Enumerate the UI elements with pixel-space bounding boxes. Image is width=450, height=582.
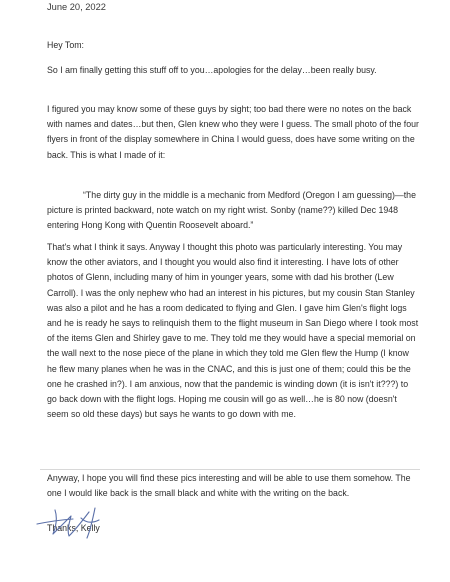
paragraph-1: So I am finally getting this stuff off to you…apologies for the delay…been really busy.: [47, 65, 377, 75]
section-divider: [40, 469, 420, 470]
handwritten-signature: [33, 502, 123, 542]
paragraph-3: That's what I think it says. Anyway I thought this photo was particularly interesting. You may know the other aviators, and I thought you would also find it interesting. I have lots of other photos of Glenn, including many of him in younger years, some with dad his brother (Lew Carroll). I was the only nephew who had an interest in his pictures, but my cousin Stan Stanley was also a pilot and he has a room dedicated to flying and Glen. I gave him Glen's flight logs and he is ready he says to relinquish them to the flight museum in San Diego where I took most of the items Glen and Shirley gave to me. They told me they would have a special memorial on the wall next to the nose piece of the plane in which they told me Glen flew the Hump (I know he flew many planes when he was in the CNAC, and this is just one of them; could this be the one he crashed in?). I am anxious, now that the pandemic is winding down (it is isn't it???) to go back down with the flight logs. Hoping me cousin will go as well…he is 80 now (doesn't seem so old these days) but says he wants to go down with me.: [47, 242, 419, 420]
paragraph-2: I figured you may know some of these guys by sight; too bad there were no notes on the back with names and dates…but then, Glen knew who they were I guess. The small photo of the four flyers in front of the display somewhere in China I would guess, does have some writing on the back. This is what I made of it:: [47, 104, 419, 160]
quoted-inscription: “The dirty guy in the middle is a mechanic from Medford (Oregon I am guessing)—the picture is printed backward, note watch on my right wrist. Sonby (name??) killed Dec 1948 entering Hong Kong with Quentin Roosevelt aboard.”: [47, 190, 416, 231]
closing: Thanks, Kelly: [47, 523, 100, 533]
letter-date: June 20, 2022: [47, 2, 106, 12]
signature-graphic: [33, 502, 123, 542]
salutation: Hey Tom:: [47, 40, 84, 50]
paragraph-4: Anyway, I hope you will find these pics interesting and will be able to use them somehow. The one I would like back is the small black and white with the writing on the back.: [47, 473, 411, 499]
